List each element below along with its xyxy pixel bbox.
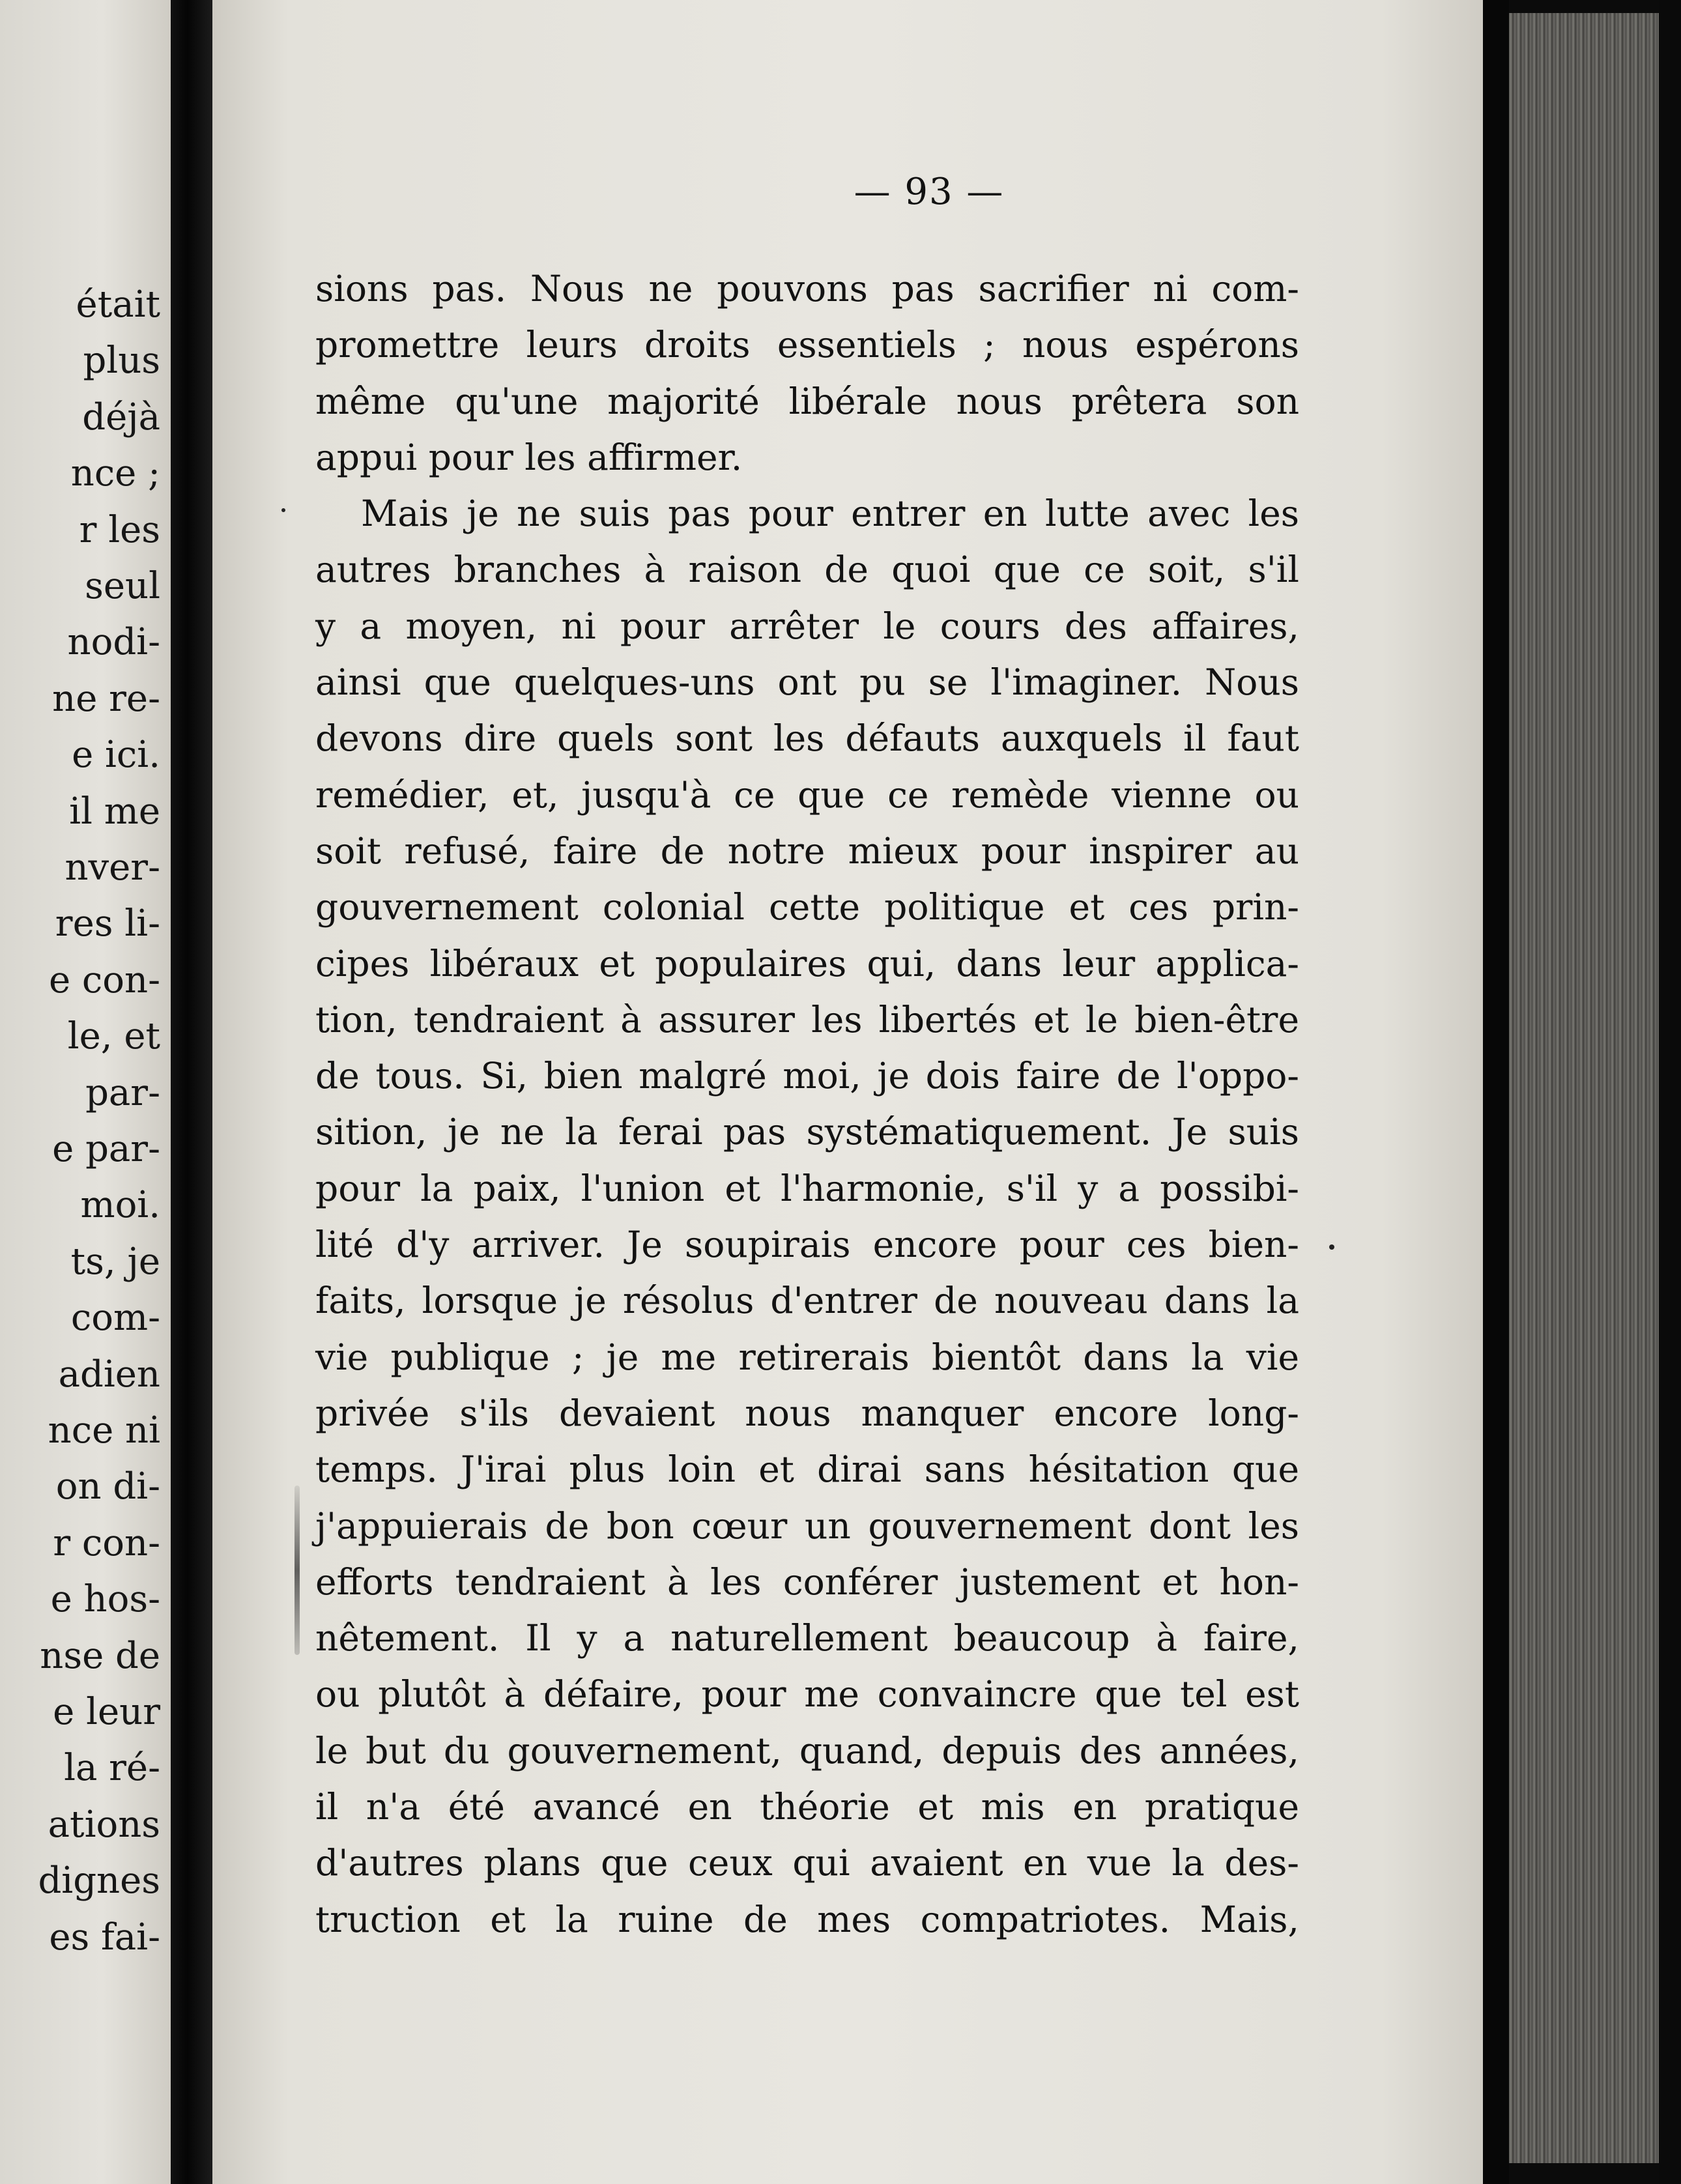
text-line: temps. J'irai plus loin et dirai sans hésitation que — [315, 1448, 1299, 1491]
previous-page-line: e leur — [53, 1691, 160, 1733]
previous-page-line: il me — [69, 790, 160, 833]
previous-page-line: nce ; — [70, 452, 160, 495]
previous-page-line: nver- — [65, 846, 160, 889]
text-line: tion, tendraient à assurer les libertés et le bien-être — [315, 998, 1299, 1041]
previous-page-line: le, et — [67, 1015, 160, 1058]
page-edge-shadow — [1483, 0, 1509, 2184]
text-line: de tous. Si, bien malgré moi, je dois faire de l'oppo- — [315, 1055, 1299, 1097]
page — [212, 0, 1483, 2184]
text-line: promettre leurs droits essentiels ; nous espérons — [315, 324, 1299, 366]
previous-page-line: res li- — [55, 902, 160, 945]
text-line: appui pour les affirmer. — [315, 436, 743, 478]
previous-page-line: e con- — [48, 958, 160, 1001]
book-fore-edge — [1509, 13, 1659, 2163]
text-line: efforts tendraient à les conférer justement et hon- — [315, 1560, 1299, 1603]
text-line: autres branches à raison de quoi que ce soit, s'il — [315, 549, 1299, 591]
previous-page-fragment — [0, 0, 171, 2184]
text-line: nêtement. Il y a naturellement beaucoup à faire, — [315, 1617, 1299, 1660]
text-line: vie publique ; je me retirerais bientôt dans la vie — [315, 1336, 1299, 1378]
previous-page-line: déjà — [82, 395, 160, 438]
text-line: devons dire quels sont les défauts auxquels il faut — [315, 717, 1299, 760]
text-line: sition, je ne la ferai pas systématiquement. Je suis — [315, 1111, 1299, 1153]
previous-page-line: moi. — [80, 1184, 160, 1227]
text-line: sions pas. Nous ne pouvons pas sacrifier ni com- — [315, 268, 1299, 309]
text-line: soit refusé, faire de notre mieux pour inspirer au — [315, 829, 1299, 872]
book-gutter — [171, 0, 212, 2184]
ink-speck — [281, 508, 285, 512]
previous-page-line: plus — [83, 339, 160, 382]
text-line: privée s'ils devaient nous manquer encore long- — [315, 1392, 1299, 1434]
text-line: gouvernement colonial cette politique et ces prin- — [315, 886, 1299, 928]
ink-speck — [1329, 1244, 1334, 1250]
text-line: même qu'une majorité libérale nous prêtera son — [315, 380, 1299, 422]
text-line: le but du gouvernement, quand, depuis des années, — [315, 1729, 1299, 1772]
scan-border — [1659, 0, 1681, 2184]
previous-page-line: e ici. — [72, 734, 160, 777]
previous-page-line: la ré- — [64, 1747, 160, 1790]
page-number: — 93 — — [854, 171, 1005, 213]
text-line: y a moyen, ni pour arrêter le cours des affaires, — [315, 605, 1299, 647]
previous-page-line: par- — [85, 1071, 160, 1114]
previous-page-line: es fai- — [49, 1916, 160, 1959]
text-line: remédier, et, jusqu'à ce que ce remède vienne ou — [315, 773, 1299, 816]
text-line: il n'a été avancé en théorie et mis en pratique — [315, 1786, 1299, 1828]
previous-page-line: nodi- — [67, 621, 160, 664]
text-line: cipes libéraux et populaires qui, dans leur applica- — [315, 942, 1299, 984]
previous-page-line: dignes — [38, 1860, 160, 1903]
text-line: lité d'y arriver. Je soupirais encore pour ces bien- — [315, 1224, 1299, 1266]
text-line: faits, lorsque je résolus d'entrer de nouveau dans la — [315, 1280, 1299, 1322]
text-line: ou plutôt à défaire, pour me convaincre que tel est — [315, 1673, 1299, 1716]
previous-page-line: on di- — [55, 1465, 160, 1508]
previous-page-line: e par- — [52, 1128, 160, 1170]
previous-page-line: ations — [48, 1803, 160, 1846]
text-line: pour la paix, l'union et l'harmonie, s'il y a possibi- — [315, 1167, 1299, 1209]
previous-page-line: adien — [58, 1353, 160, 1396]
previous-page-line: nce ni — [48, 1409, 160, 1452]
text-line: ainsi que quelques-uns ont pu se l'imaginer. Nous — [315, 661, 1299, 704]
previous-page-line: r con- — [53, 1521, 160, 1564]
previous-page-line: r les — [79, 508, 160, 551]
previous-page-line: nse de — [40, 1634, 160, 1677]
previous-page-line: e hos- — [50, 1578, 160, 1621]
previous-page-line: ne re- — [52, 677, 160, 720]
text-line: truction et la ruine de mes compatriotes. Mais, — [315, 1898, 1299, 1940]
previous-page-line: seul — [85, 565, 160, 607]
text-line: d'autres plans que ceux qui avaient en vue la des- — [315, 1842, 1299, 1884]
previous-page-line: était — [76, 283, 160, 326]
text-line: j'appuierais de bon cœur un gouvernement dont les — [315, 1504, 1299, 1547]
text-line: Mais je ne suis pas pour entrer en lutte avec les — [361, 493, 1299, 535]
previous-page-line: com- — [70, 1297, 160, 1340]
margin-pencil-mark — [295, 1486, 300, 1655]
previous-page-line: ts, je — [70, 1240, 160, 1283]
body-text — [315, 261, 1299, 1947]
